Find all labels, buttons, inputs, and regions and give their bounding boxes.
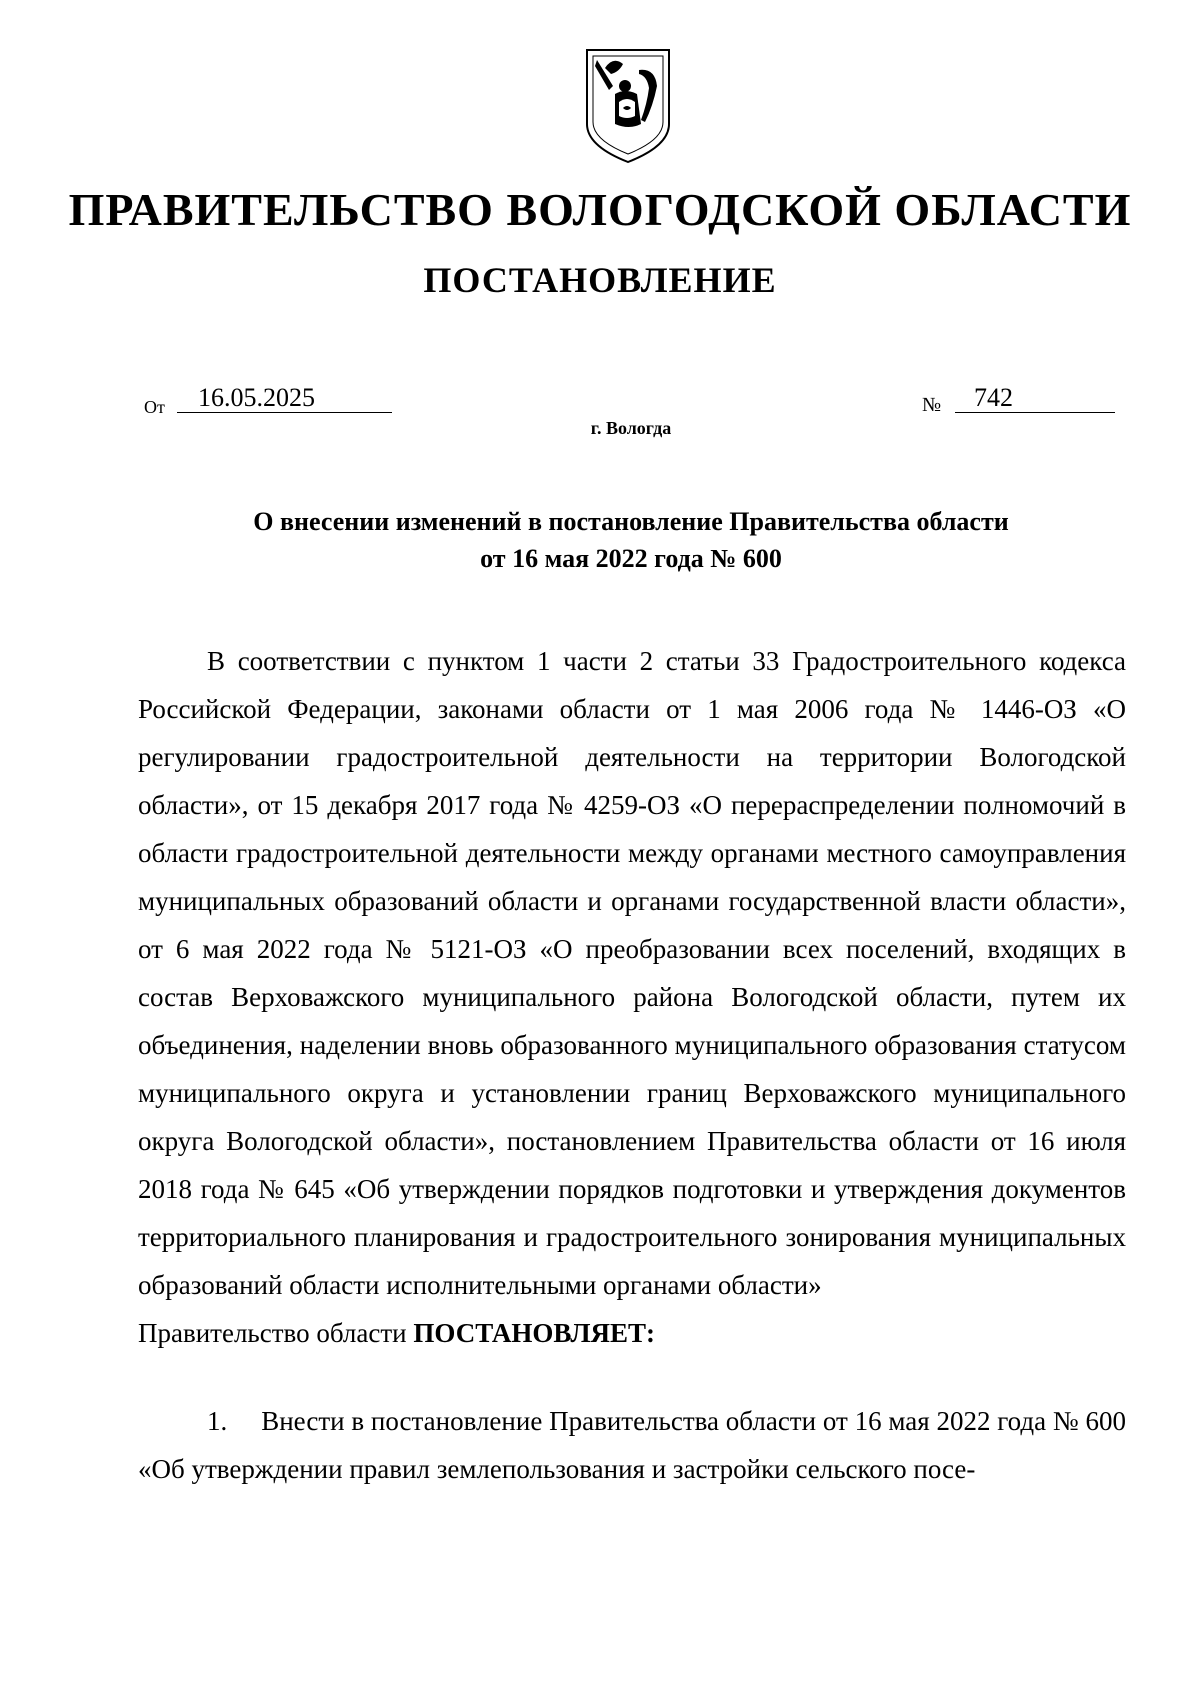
item-1-paragraph bbox=[138, 1397, 1126, 1493]
subject-line-2: от 16 мая 2022 года № 600 bbox=[480, 544, 782, 573]
decree-word: ПОСТАНОВЛЯЕТ: bbox=[413, 1318, 655, 1348]
document-city: г. Вологда bbox=[590, 418, 672, 438]
document-body bbox=[138, 637, 1126, 1493]
document-subject bbox=[0, 503, 1200, 577]
document-number: 742 bbox=[974, 383, 1013, 412]
subject-line-1: О внесении изменений в постановление Правительства области bbox=[253, 507, 1009, 536]
coat-of-arms-icon bbox=[583, 46, 673, 166]
decree-paragraph bbox=[138, 1309, 1126, 1357]
item-1-number: 1. bbox=[207, 1406, 228, 1436]
decree-intro: Правительство области bbox=[138, 1318, 407, 1348]
document-date: 16.05.2025 bbox=[198, 383, 315, 412]
document-type-title: ПОСТАНОВЛЕНИЕ bbox=[423, 260, 777, 300]
date-prefix: От bbox=[144, 397, 165, 417]
preamble-paragraph: В соответствии с пунктом 1 части 2 статьи 33 Градостроительного кодекса Российской Федерации, законами области от 1 мая 2006 года № 1446-ОЗ «О регулировании градостроительной деятельности на территории Вологодской области», от 15 декабря 2017 года № 4259-ОЗ «О перераспределении полномочий в области градостроительной деятельности между органами местного самоуправления муниципальных образований области и органами государственной власти области», от 6 мая 2022 года № 5121-ОЗ «О преобразовании всех поселений, входящих в состав Верховажского муниципального района Вологодской области, путем их объединения, наделении вновь образованного муниципального образования статусом муниципального округа и установлении границ Верховажского муниципального округа Вологодской области», постановлением Правительства области от 16 июля 2018 года № 645 «Об утверждении порядков подготовки и утверждения документов территориального планирования и градостроительного зонирования муниципальных образований области исполнительными органами области» bbox=[138, 646, 1126, 1300]
number-prefix: № bbox=[922, 394, 942, 416]
item-1-text: Внести в постановление Правительства области от 16 мая 2022 года № 600 «Об утверждении правил землепользования и застройки сельского посе- bbox=[138, 1406, 1127, 1484]
organization-title: ПРАВИТЕЛЬСТВО ВОЛОГОДСКОЙ ОБЛАСТИ bbox=[68, 184, 1132, 235]
